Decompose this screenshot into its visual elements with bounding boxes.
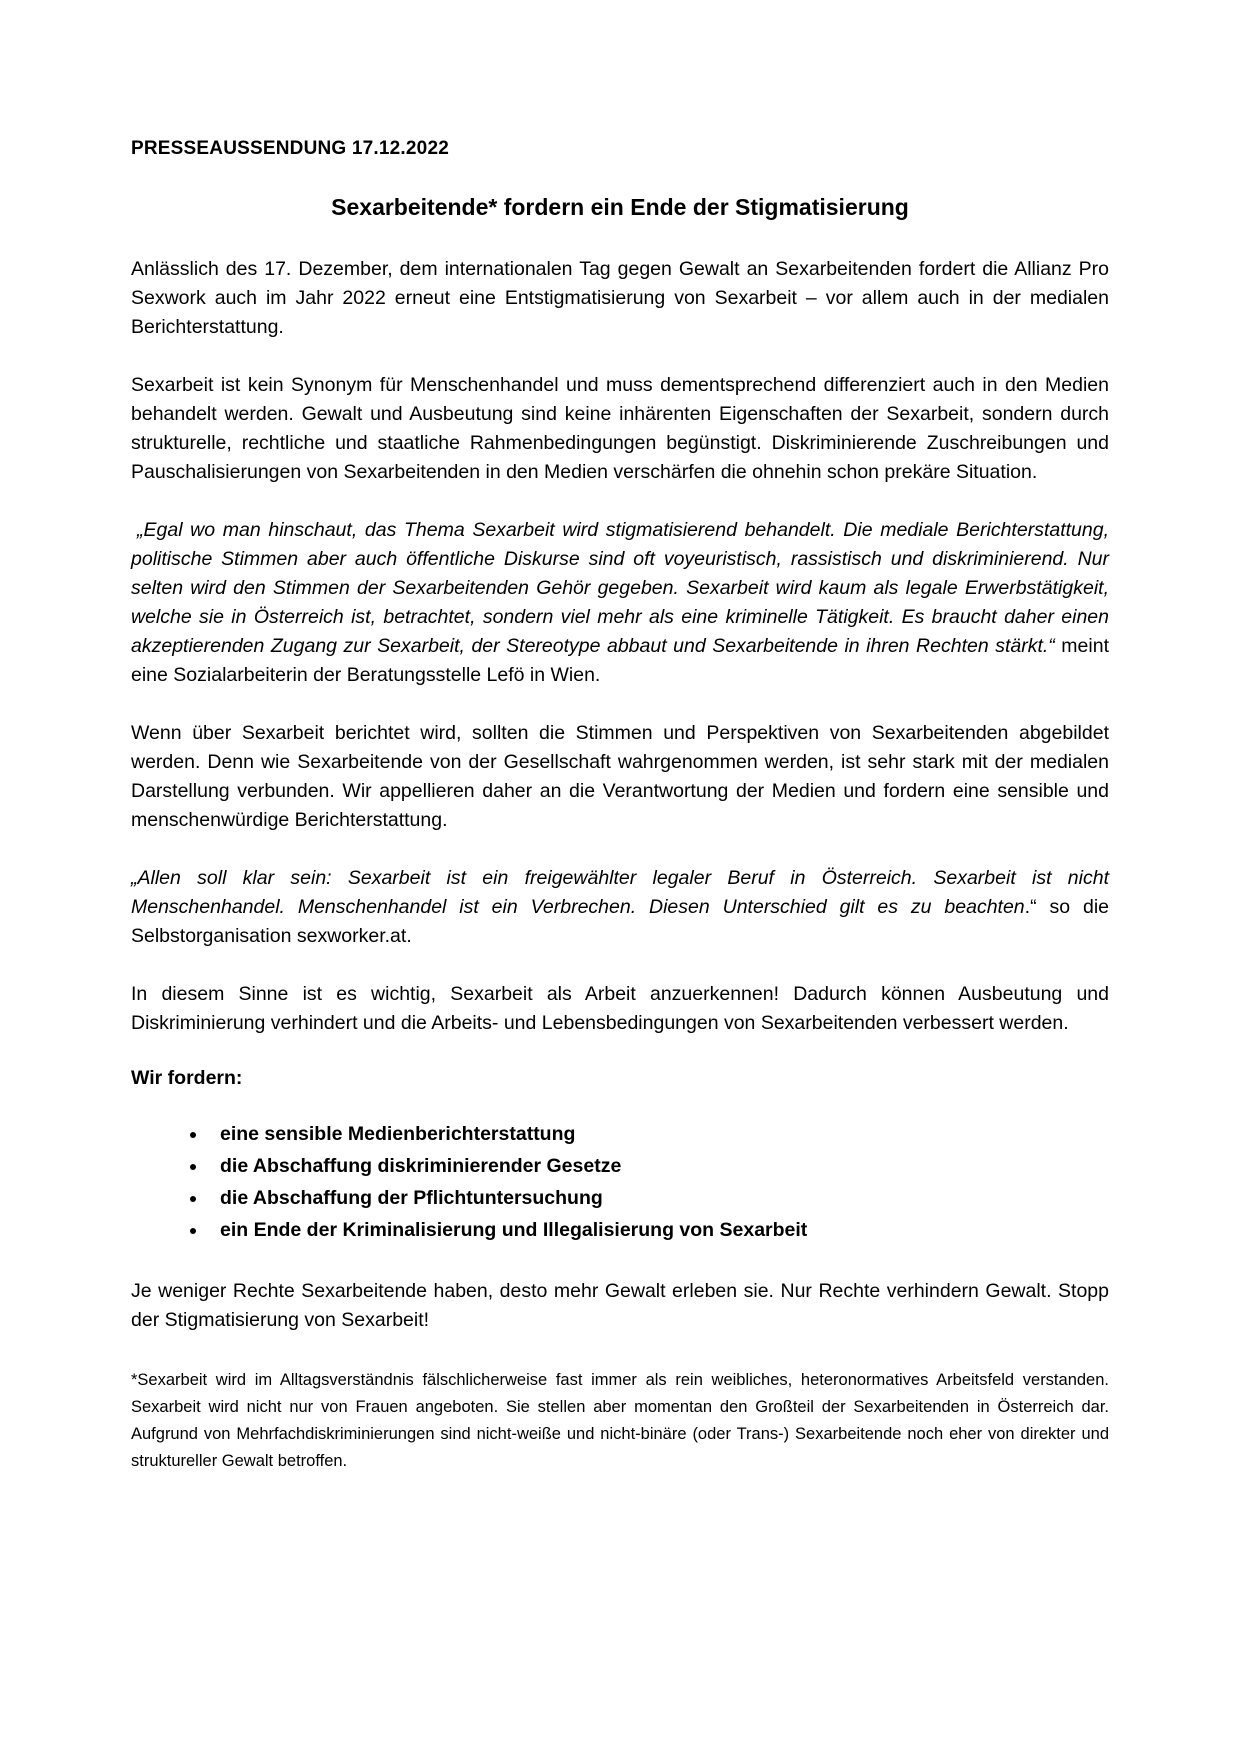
paragraph-recognition: In diesem Sinne ist es wichtig, Sexarbeit als Arbeit anzuerkennen! Dadurch können Ausbeutung und Diskriminierung verhindert und die Arbeits- und Lebensbedingungen von Sexarbeitenden verbessert werden. — [131, 983, 1109, 1034]
footnote: *Sexarbeit wird im Alltagsverständnis fälschlicherweise fast immer als rein weibliches, heteronormatives Arbeitsfeld verstanden. Sexarbeit wird nicht nur von Frauen angeboten. Sie stellen aber momentan den Großteil der Sexarbeitenden in Österreich dar. Aufgrund von Mehrfachdiskriminierungen sind nicht-weiße und nicht-binäre (oder Trans-) Sexarbeitende noch eher von direkter und struktureller Gewalt betroffen. — [131, 1371, 1109, 1470]
paragraph-intro: Anlässlich des 17. Dezember, dem internationalen Tag gegen Gewalt an Sexarbeitenden fordert die Allianz Pro Sexwork auch im Jahr 2022 erneut eine Entstigmatisierung von Sexarbeit – vor allem auch in der medialen Berichterstattung. — [131, 258, 1109, 338]
quote-sexworker-at — [131, 864, 1109, 951]
demand-item-media-coverage: • eine sensible Medienberichterstattung — [208, 1123, 1109, 1146]
quote-lefoe — [131, 516, 1109, 690]
paragraph-media-responsibility: Wenn über Sexarbeit berichtet wird, sollten die Stimmen und Perspektiven von Sexarbeitenden abgebildet werden. Denn wie Sexarbeitende von der Gesellschaft wahrgenommen werden, ist sehr stark mit der medialen Darstellung verbunden. Wir appellieren daher an die Verantwortung der Medien und fordern eine sensible und menschenwürdige Berichterstattung. — [131, 722, 1109, 831]
quote-sexworker-at-attribution: .“ so die Selbstorganisation sexworker.at. — [131, 896, 1109, 947]
document-title: Sexarbeitende* fordern ein Ende der Stigmatisierung — [331, 194, 909, 220]
closing-statement: Je weniger Rechte Sexarbeitende haben, desto mehr Gewalt erleben sie. Nur Rechte verhindern Gewalt. Stopp der Stigmatisierung von Sexarbeit! — [131, 1280, 1109, 1331]
document-content — [131, 138, 1109, 1475]
demand-item-abolish-examination: • die Abschaffung der Pflichtuntersuchung — [208, 1187, 1109, 1210]
quote-lefoe-text: „Egal wo man hinschaut, das Thema Sexarbeit wird stigmatisierend behandelt. Die mediale Berichterstattung, politische Stimmen aber auch öffentliche Diskurse sind oft voyeuristisch, rassistisch und diskriminierend. Nur selten wird den Stimmen der Sexarbeitenden Gehör gegeben. Sexarbeit wird kaum als legale Erwerbstätigkeit, welche sie in Österreich ist, betrachtet, sondern viel mehr als eine kriminelle Tätigkeit. Es braucht daher einen akzeptierenden Zugang zur Sexarbeit, der Stereotype abbaut und Sexarbeitende in ihren Rechten stärkt.“ — [131, 519, 1109, 657]
demands-list — [131, 1123, 1109, 1242]
demand-item-end-criminalisation: • ein Ende der Kriminalisierung und Illegalisierung von Sexarbeit — [208, 1219, 1109, 1242]
quote-lefoe-attribution: meint eine Sozialarbeiterin der Beratungsstelle Lefö in Wien. — [131, 635, 1109, 686]
press-release-kicker: PRESSEAUSSENDUNG 17.12.2022 — [131, 138, 449, 159]
demand-item-abolish-laws: • die Abschaffung diskriminierender Gesetze — [208, 1155, 1109, 1178]
quote-sexworker-at-text: „Allen soll klar sein: Sexarbeit ist ein freigewählter legaler Beruf in Österreich. Sexarbeit ist nicht Menschenhandel. Menschenhandel ist ein Verbrechen. Diesen Unterschied gilt es zu beachten — [131, 867, 1109, 918]
demands-heading: Wir fordern: — [131, 1067, 243, 1089]
paragraph-media-differentiation: Sexarbeit ist kein Synonym für Menschenhandel und muss dementsprechend differenziert auch in den Medien behandelt werden. Gewalt und Ausbeutung sind keine inhärenten Eigenschaften der Sexarbeit, sondern durch strukturelle, rechtliche und staatliche Rahmenbedingungen begünstigt. Diskriminierende Zuschreibungen und Pauschalisierungen von Sexarbeitenden in den Medien verschärfen die ohnehin schon prekäre Situation. — [131, 374, 1109, 483]
